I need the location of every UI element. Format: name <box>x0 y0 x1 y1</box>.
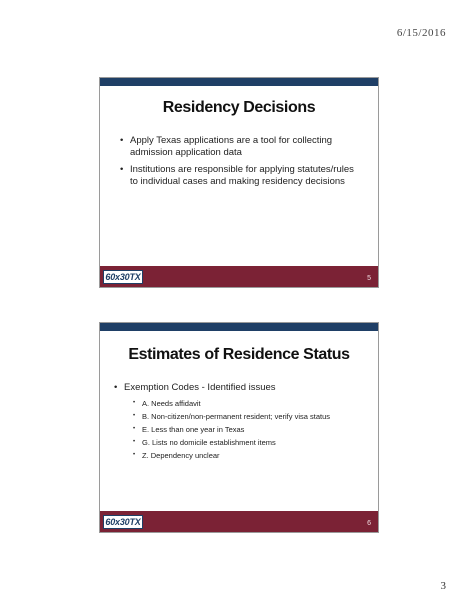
slide-thumbnail-residency-decisions <box>99 77 379 288</box>
bullet-text: Exemption Codes - Identified issues <box>124 382 276 393</box>
sub-bullet-item: • G. Lists no domicile establishment items <box>124 438 368 447</box>
bullet-list <box>120 135 360 193</box>
60x30tx-logo-icon: 60x30TX <box>103 270 143 284</box>
slide-footer-bar <box>100 511 378 532</box>
sub-bullet-item: • A. Needs affidavit <box>124 399 368 408</box>
sub-bullet-list <box>124 399 368 460</box>
slide-top-bar <box>100 323 378 331</box>
slide-number: 5 <box>367 275 371 282</box>
handout-date: 6/15/2016 <box>396 27 446 39</box>
bullet-item: • Apply Texas applications are a tool for collecting admission application data <box>120 135 360 158</box>
slide-footer-bar <box>100 266 378 287</box>
sub-bullet-item: • Z. Dependency unclear <box>124 451 368 460</box>
60x30tx-logo-icon: 60x30TX <box>103 515 143 529</box>
bullet-item <box>114 382 368 460</box>
sub-bullet-item: • E. Less than one year in Texas <box>124 425 368 434</box>
slide-title: Estimates of Residence Status <box>128 346 350 363</box>
slide-title: Residency Decisions <box>162 99 316 116</box>
slide-thumbnail-estimates-of-residence-status <box>99 322 379 533</box>
slide-top-bar <box>100 78 378 86</box>
bullet-list <box>114 382 368 466</box>
slide-number: 6 <box>367 520 371 527</box>
bullet-item: • Institutions are responsible for applying statutes/rules to individual cases and making residency decisions <box>120 164 360 187</box>
page-number: 3 <box>440 580 446 592</box>
sub-bullet-item: • B. Non-citizen/non-permanent resident; verify visa status <box>124 412 368 421</box>
